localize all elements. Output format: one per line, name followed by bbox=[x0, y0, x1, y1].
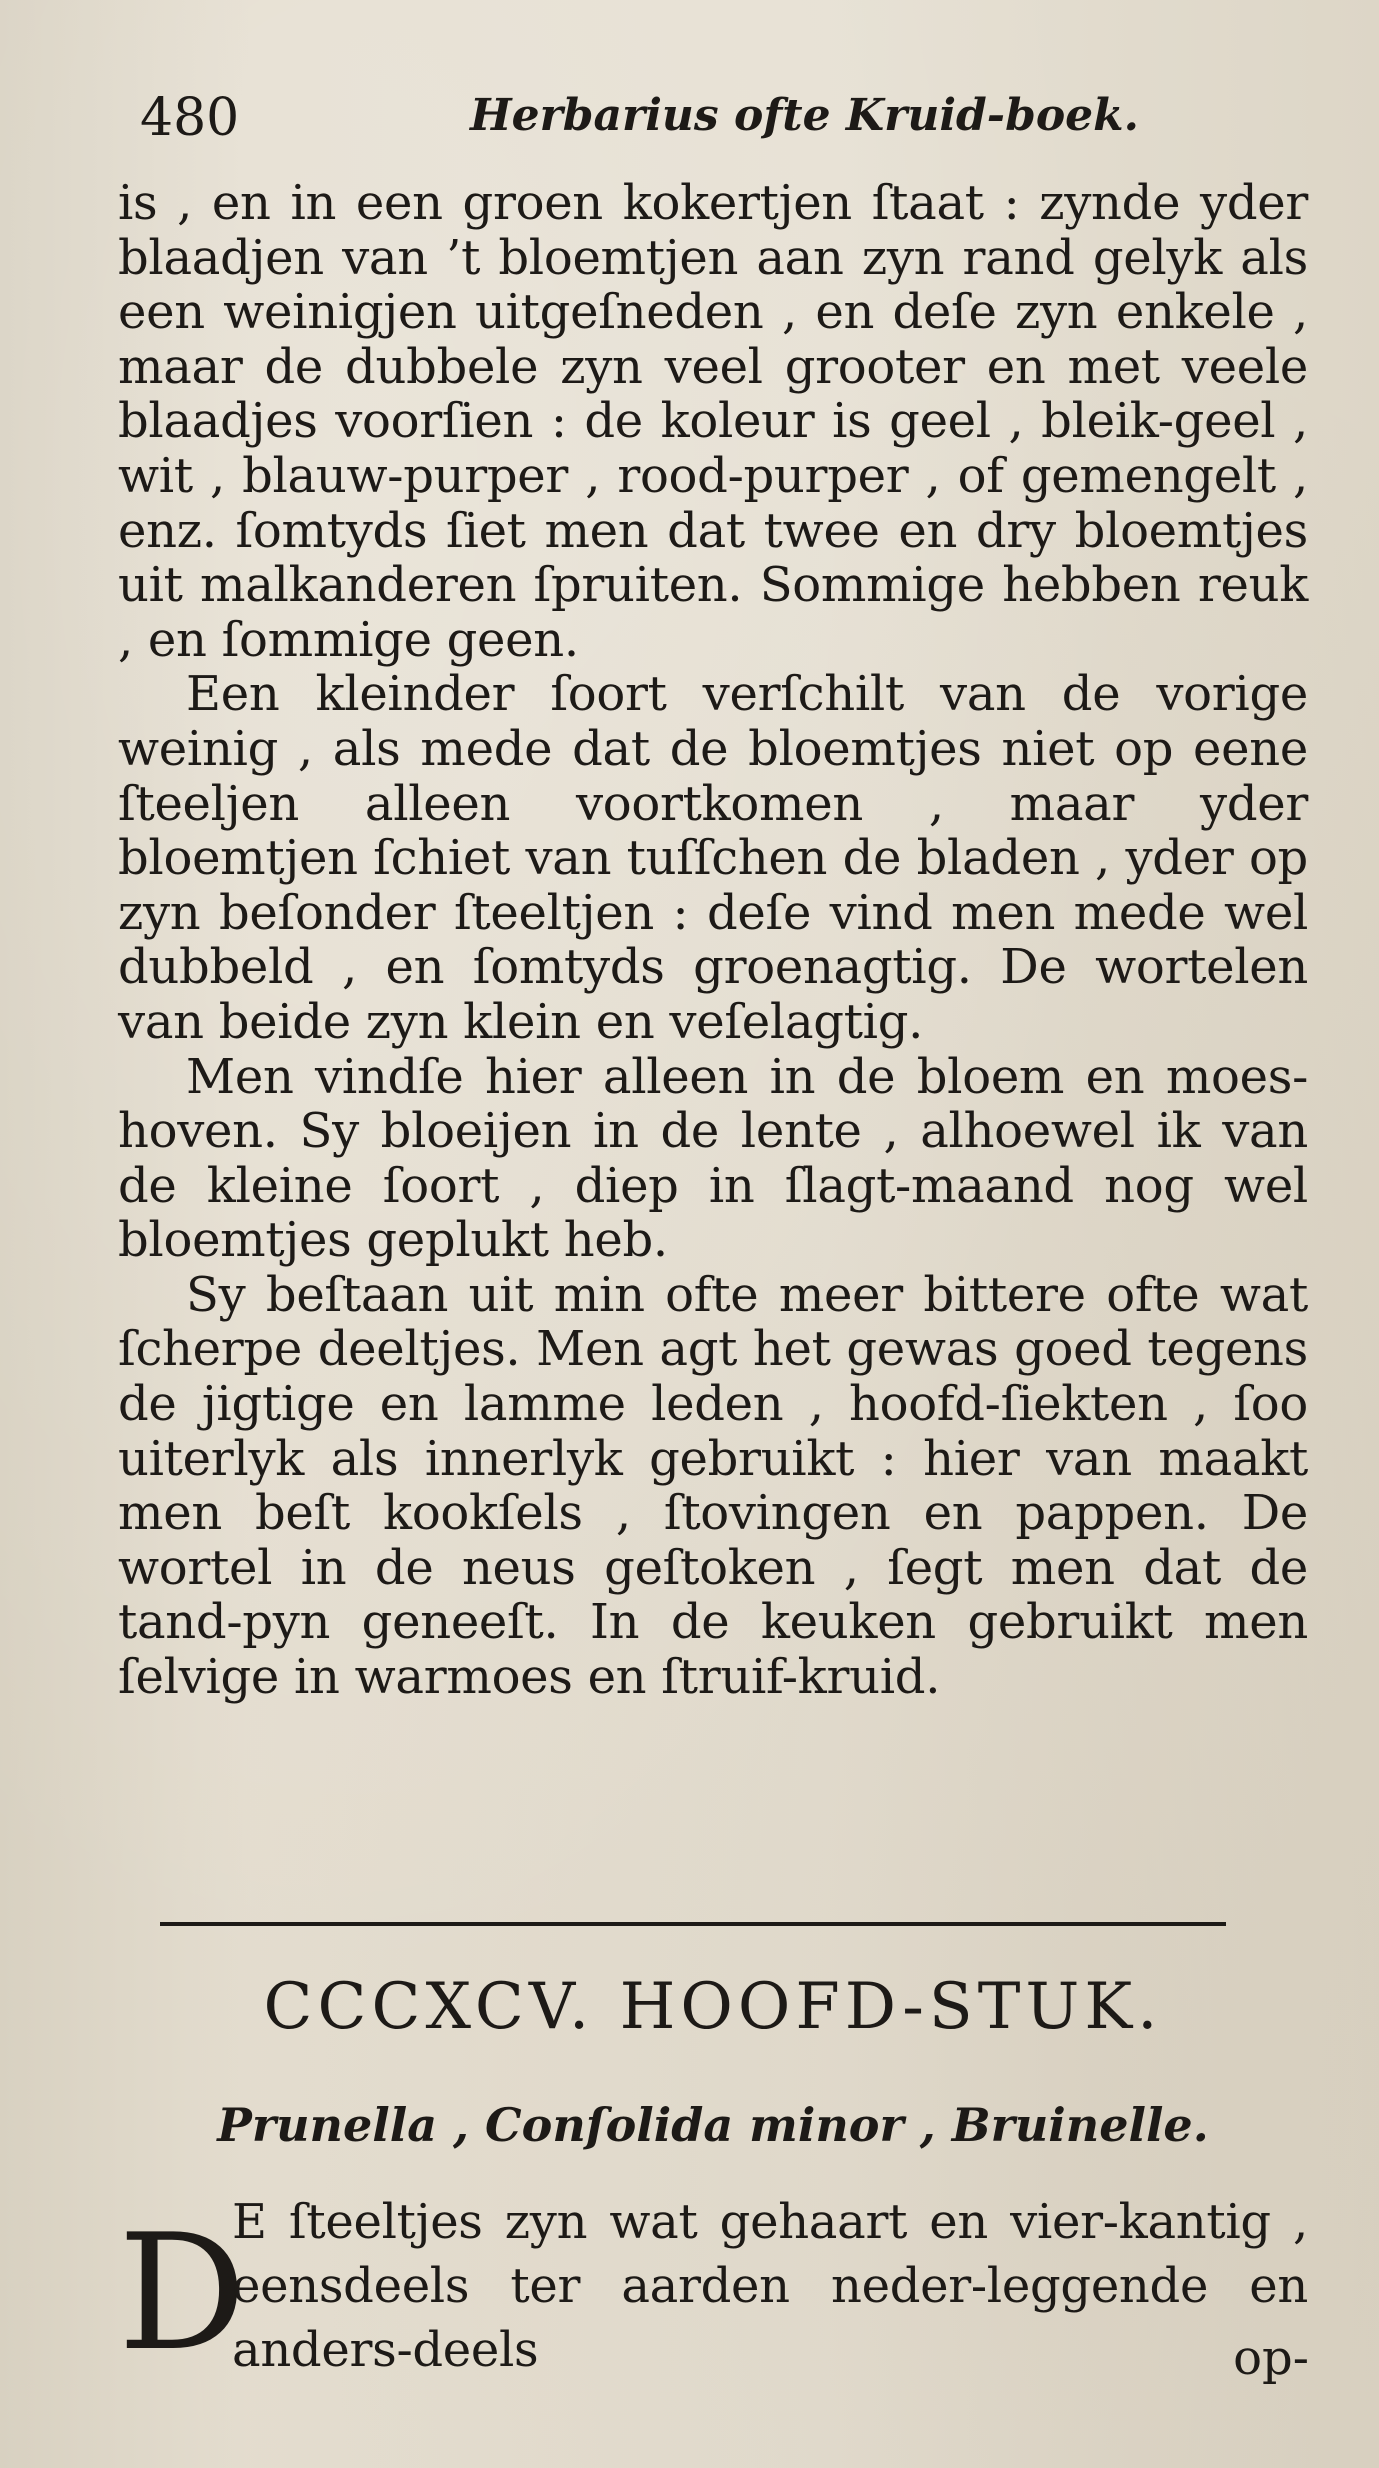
body-text bbox=[118, 176, 1308, 1705]
paragraph-3: Men vindſe hier alleen in de bloem en moes-hoven. Sy bloeijen in de lente , alhoewel ik van de kleine ſoort , diep in ſlagt-maand nog wel bloemtjes geplukt heb. bbox=[118, 1048, 1308, 1269]
page-header bbox=[140, 88, 1140, 148]
chapter-first-paragraph: E ſteeltjes zyn wat gehaart en vier-kantig , eensdeels ter aarden neder-leggende en anders-deels bbox=[232, 2194, 1308, 2378]
plant-names-heading: Prunella , Conſolida minor , Bruinelle. bbox=[217, 2098, 1209, 2152]
running-head: Herbarius ofte Kruid-boek. bbox=[470, 90, 1139, 141]
paragraph-1: is , en in een groen kokertjen ſtaat : zynde yder blaadjen van ’t bloemtjen aan zyn rand gelyk als een weinigjen uitgeſneden , en deſe zyn enkele , maar de dubbele zyn veel grooter en met veele blaadjes voorſien : de koleur is geel , bleik-geel , wit , blauw-purper , rood-purper , of gemengelt , enz. ſomtyds ſiet men dat twee en dry bloemtjes uit malkanderen ſpruiten. Sommige hebben reuk , en ſommige geen. bbox=[118, 175, 1308, 668]
drop-cap: D bbox=[118, 2199, 247, 2386]
section-divider bbox=[160, 1922, 1226, 1926]
chapter-title: CCCXCV. HOOFD-STUK. bbox=[263, 1970, 1163, 2044]
paragraph-2: Een kleinder ſoort verſchilt van de vorige weinig , als mede dat de bloemtjes niet op eene ſteeljen alleen voortkomen , maar yder bloemtjen ſchiet van tuſſchen de bladen , yder op zyn beſonder ſteeltjen : deſe vind men mede wel dubbeld , en ſomtyds groenagtig. De wortelen van beide zyn klein en veſelagtig. bbox=[118, 666, 1308, 1050]
paragraph-4: Sy beſtaan uit min ofte meer bittere ofte wat ſcherpe deeltjes. Men agt het gewas goed tegens de jigtige en lamme leden , hoofd-ſiekten , ſoo uiterlyk als innerlyk gebruikt : hier van maakt men beſt kookſels , ſtovingen en pappen. De wortel in de neus geſtoken , ſegt men dat de tand-pyn geneeſt. In de keuken gebruikt men ſelvige in warmoes en ſtruif-kruid. bbox=[118, 1266, 1308, 1706]
page-number: 480 bbox=[140, 88, 240, 148]
catchword: op- bbox=[1233, 2330, 1309, 2386]
